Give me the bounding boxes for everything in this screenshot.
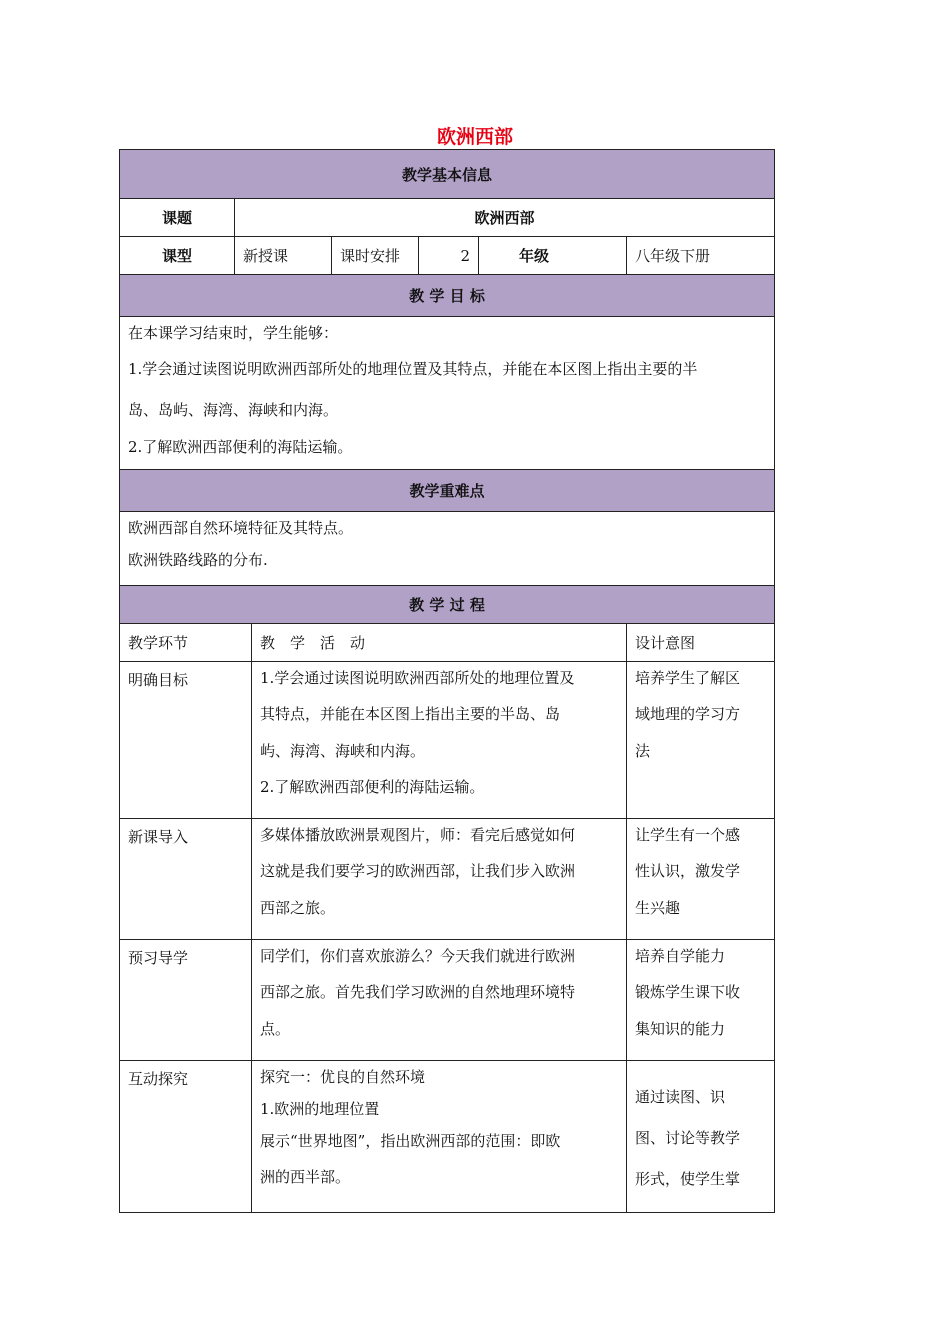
intent-cell: 通过读图、识 图、讨论等教学 形式，使学生掌 [627, 1061, 775, 1213]
col-stage-header: 教学环节 [120, 624, 252, 662]
type-label: 课型 [120, 237, 235, 275]
process-header: 教 学 过 程 [120, 586, 775, 624]
hours-value: 2 [419, 237, 479, 275]
table-row [120, 1061, 775, 1213]
table-row [120, 662, 775, 819]
keypoints-cell [120, 512, 775, 586]
goal-line: 2.了解欧洲西部便利的海陆运输。 [128, 438, 353, 456]
document-title: 欧洲西部 [436, 126, 513, 148]
stage-cell: 明确目标 [120, 662, 252, 819]
stage-cell: 互动探究 [120, 1061, 252, 1213]
intent-cell: 让学生有一个感 性认识，激发学 生兴趣 [627, 819, 775, 940]
type-value: 新授课 [235, 237, 332, 275]
col-intent-header: 设计意图 [627, 624, 775, 662]
hours-label: 课时安排 [332, 237, 419, 275]
info-header: 教学基本信息 [120, 150, 775, 199]
grade-value: 八年级下册 [627, 237, 775, 275]
intent-cell: 培养自学能力 锻炼学生课下收 集知识的能力 [627, 940, 775, 1061]
keypoint-line: 欧洲西部自然环境特征及其特点。 [128, 519, 354, 537]
topic-value: 欧洲西部 [235, 199, 775, 237]
intent-cell: 培养学生了解区 域地理的学习方 法 [627, 662, 775, 819]
table-row [120, 940, 775, 1061]
goals-cell [120, 317, 775, 470]
activity-cell: 多媒体播放欧洲景观图片，师：看完后感觉如何 这就是我们要学习的欧洲西部，让我们步入欧洲 西部之旅。 [252, 819, 627, 940]
goal-line: 在本课学习结束时，学生能够： [128, 324, 339, 342]
keypoints-header: 教学重难点 [120, 470, 775, 512]
lesson-plan-table [119, 149, 775, 1213]
grade-label: 年级 [479, 237, 627, 275]
goal-line: 1.学会通过读图说明欧洲西部所处的地理位置及其特点，并能在本区图上指出主要的半 [128, 360, 698, 378]
stage-cell: 预习导学 [120, 940, 252, 1061]
topic-label: 课题 [120, 199, 235, 237]
col-activity-header: 教 学 活 动 [252, 624, 627, 662]
table-row [120, 819, 775, 940]
activity-cell: 1.学会通过读图说明欧洲西部所处的地理位置及 其特点，并能在本区图上指出主要的半岛、岛 屿、海湾、海峡和内海。 2.了解欧洲西部便利的海陆运输。 [252, 662, 627, 819]
goals-header: 教 学 目 标 [120, 275, 775, 317]
activity-cell: 同学们，你们喜欢旅游么？今天我们就进行欧洲 西部之旅。首先我们学习欧洲的自然地理环境特 点。 [252, 940, 627, 1061]
goal-line: 岛、岛屿、海湾、海峡和内海。 [128, 401, 339, 419]
activity-cell: 探究一：优良的自然环境 1.欧洲的地理位置 展示“世界地图”，指出欧洲西部的范围：即欧 洲的西半部。 [252, 1061, 627, 1213]
stage-cell: 新课导入 [120, 819, 252, 940]
keypoint-line: 欧洲铁路线路的分布. [128, 551, 268, 569]
